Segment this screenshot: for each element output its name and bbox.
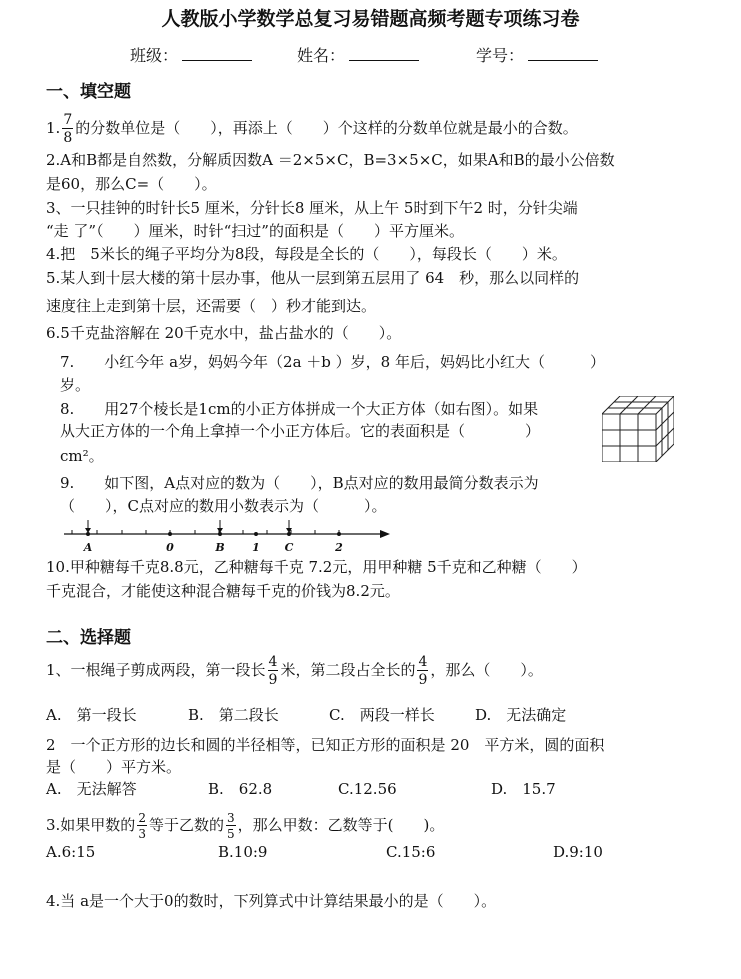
- fraction-7-8: $\frac{7}{8}$: [63, 112, 73, 146]
- name-blank[interactable]: [349, 46, 419, 61]
- question-1-10-line-1: 10.甲种糖每千克8.8元，乙种糖每千克 7.2元，用甲种糖 5千克和乙种糖（ ）: [46, 558, 587, 576]
- question-1-2-line-1: 2.A和B都是自然数，分解质因数A ＝2×5×C，B=3×5×C，如果A和B的最小公倍数: [46, 151, 615, 169]
- question-1-1: 1. $\frac{7}{8}$ 的分数单位是（ ），再添上（ ）个这样的分数单位就是最小的合数。: [46, 112, 578, 146]
- number-field: 学号：: [476, 46, 598, 66]
- question-2-2-line-2: 是（ ）平方米。: [46, 758, 182, 776]
- fraction-3-5: $\frac{3}{5}$: [226, 811, 235, 841]
- question-1-9-line-1: 9. 如下图，A点对应的数为（ ），B点对应的数用最简分数表示为: [60, 474, 539, 492]
- question-2-4: 4.当 a是一个大于0的数时，下列算式中计算结果最小的是（ ）。: [46, 892, 497, 910]
- option-a[interactable]: A. 第一段长: [46, 706, 137, 724]
- question-2-2-line-1: 2 一个正方形的边长和圆的半径相等，已知正方形的面积是 20 平方米，圆的面积: [46, 736, 605, 754]
- number-line-label-1: 1: [252, 541, 260, 554]
- question-1-3-line-2: “走 了”（ ）厘米，时针“扫过”的面积是（ ）平方厘米。: [46, 222, 464, 240]
- class-blank[interactable]: [182, 46, 252, 61]
- question-1-5-line-1: 5.某人到十层大楼的第十层办事，他从一层到第五层用了 64 秒，那么以同样的: [46, 269, 580, 287]
- question-1-4: 4.把 5米长的绳子平均分为8段，每段是全长的（ ），每段长（ ）米。: [46, 245, 567, 263]
- number-line-label-2: 2: [335, 541, 343, 554]
- page-title: 人教版小学数学总复习易错题高频考题专项练习卷: [161, 8, 580, 30]
- question-2-2-options: [46, 779, 666, 799]
- option-a[interactable]: A. 无法解答: [46, 780, 137, 798]
- option-d[interactable]: D. 无法确定: [475, 706, 567, 724]
- number-line-label-c: C: [284, 541, 294, 554]
- number-blank[interactable]: [528, 46, 598, 61]
- section-heading-fill-in: 一、填空题: [46, 82, 131, 102]
- question-1-7-line-2: 岁。: [60, 376, 91, 394]
- option-c[interactable]: C.15:6: [386, 843, 436, 861]
- question-2-1: 1、一根绳子剪成两段，第一段长 $\frac{4}{9}$ 米，第二段占全长的 $\frac{4}{9}$ ，那么（ ）。: [46, 654, 543, 688]
- section-heading-multiple-choice: 二、选择题: [46, 628, 131, 648]
- option-c[interactable]: C.12.56: [338, 780, 397, 798]
- option-d[interactable]: D. 15.7: [491, 780, 556, 798]
- question-1-9-line-2: （ ），C点对应的数用小数表示为（ ）。: [60, 497, 387, 515]
- question-1-10-line-2: 千克混合，才能使这种混合糖每千克的价钱为8.2元。: [46, 582, 400, 600]
- question-1-8-line-1: 8. 用27个棱长是1cm的小正方体拼成一个大正方体（如右图）。如果: [60, 400, 539, 418]
- option-b[interactable]: B. 第二段长: [188, 706, 279, 724]
- fraction-2-3: $\frac{2}{3}$: [138, 811, 146, 841]
- question-2-3: 3.如果甲数的 $\frac{2}{3}$ 等于乙数的 $\frac{3}{5}$ ，那么甲数：乙数等于( )。: [46, 811, 445, 841]
- fraction-4-9-a: $\frac{4}{9}$: [268, 654, 278, 688]
- class-field: 班级：: [130, 46, 252, 66]
- question-2-1-options: [46, 705, 666, 725]
- number-line: [60, 520, 400, 554]
- cube-figure: [602, 396, 674, 462]
- fraction-4-9-b: $\frac{4}{9}$: [418, 654, 428, 688]
- number-line-label-0: 0: [166, 541, 174, 554]
- question-1-6: 6.5千克盐溶解在 20千克水中，盐占盐水的（ ）。: [46, 324, 402, 342]
- number-line-label-b: B: [215, 541, 225, 554]
- option-b[interactable]: B.10:9: [218, 843, 268, 861]
- question-1-8-line-2: 从大正方体的一个角上拿掉一个小正方体后。它的表面积是（ ）: [60, 422, 541, 440]
- question-1-3-line-1: 3、一只挂钟的时针长5 厘米，分针长8 厘米，从上午 5时到下午2 时，分针尖端: [46, 199, 578, 217]
- question-2-3-options: [46, 842, 666, 862]
- option-b[interactable]: B. 62.8: [208, 780, 273, 798]
- option-c[interactable]: C. 两段一样长: [329, 706, 435, 724]
- question-1-2-line-2: 是60，那么C=（ ）。: [46, 175, 217, 193]
- name-field: 姓名：: [297, 46, 419, 66]
- question-1-8-line-3: cm²。: [60, 447, 104, 465]
- question-1-5-line-2: 速度往上走到第十层，还需要（ ）秒才能到达。: [46, 297, 377, 315]
- number-line-label-a: A: [83, 541, 93, 554]
- option-d[interactable]: D.9:10: [553, 843, 603, 861]
- question-1-7-line-1: 7. 小红今年 a岁，妈妈今年（2a ＋b ）岁，8 年后，妈妈比小红大（ ）: [60, 353, 605, 371]
- option-a[interactable]: A.6:15: [46, 843, 96, 861]
